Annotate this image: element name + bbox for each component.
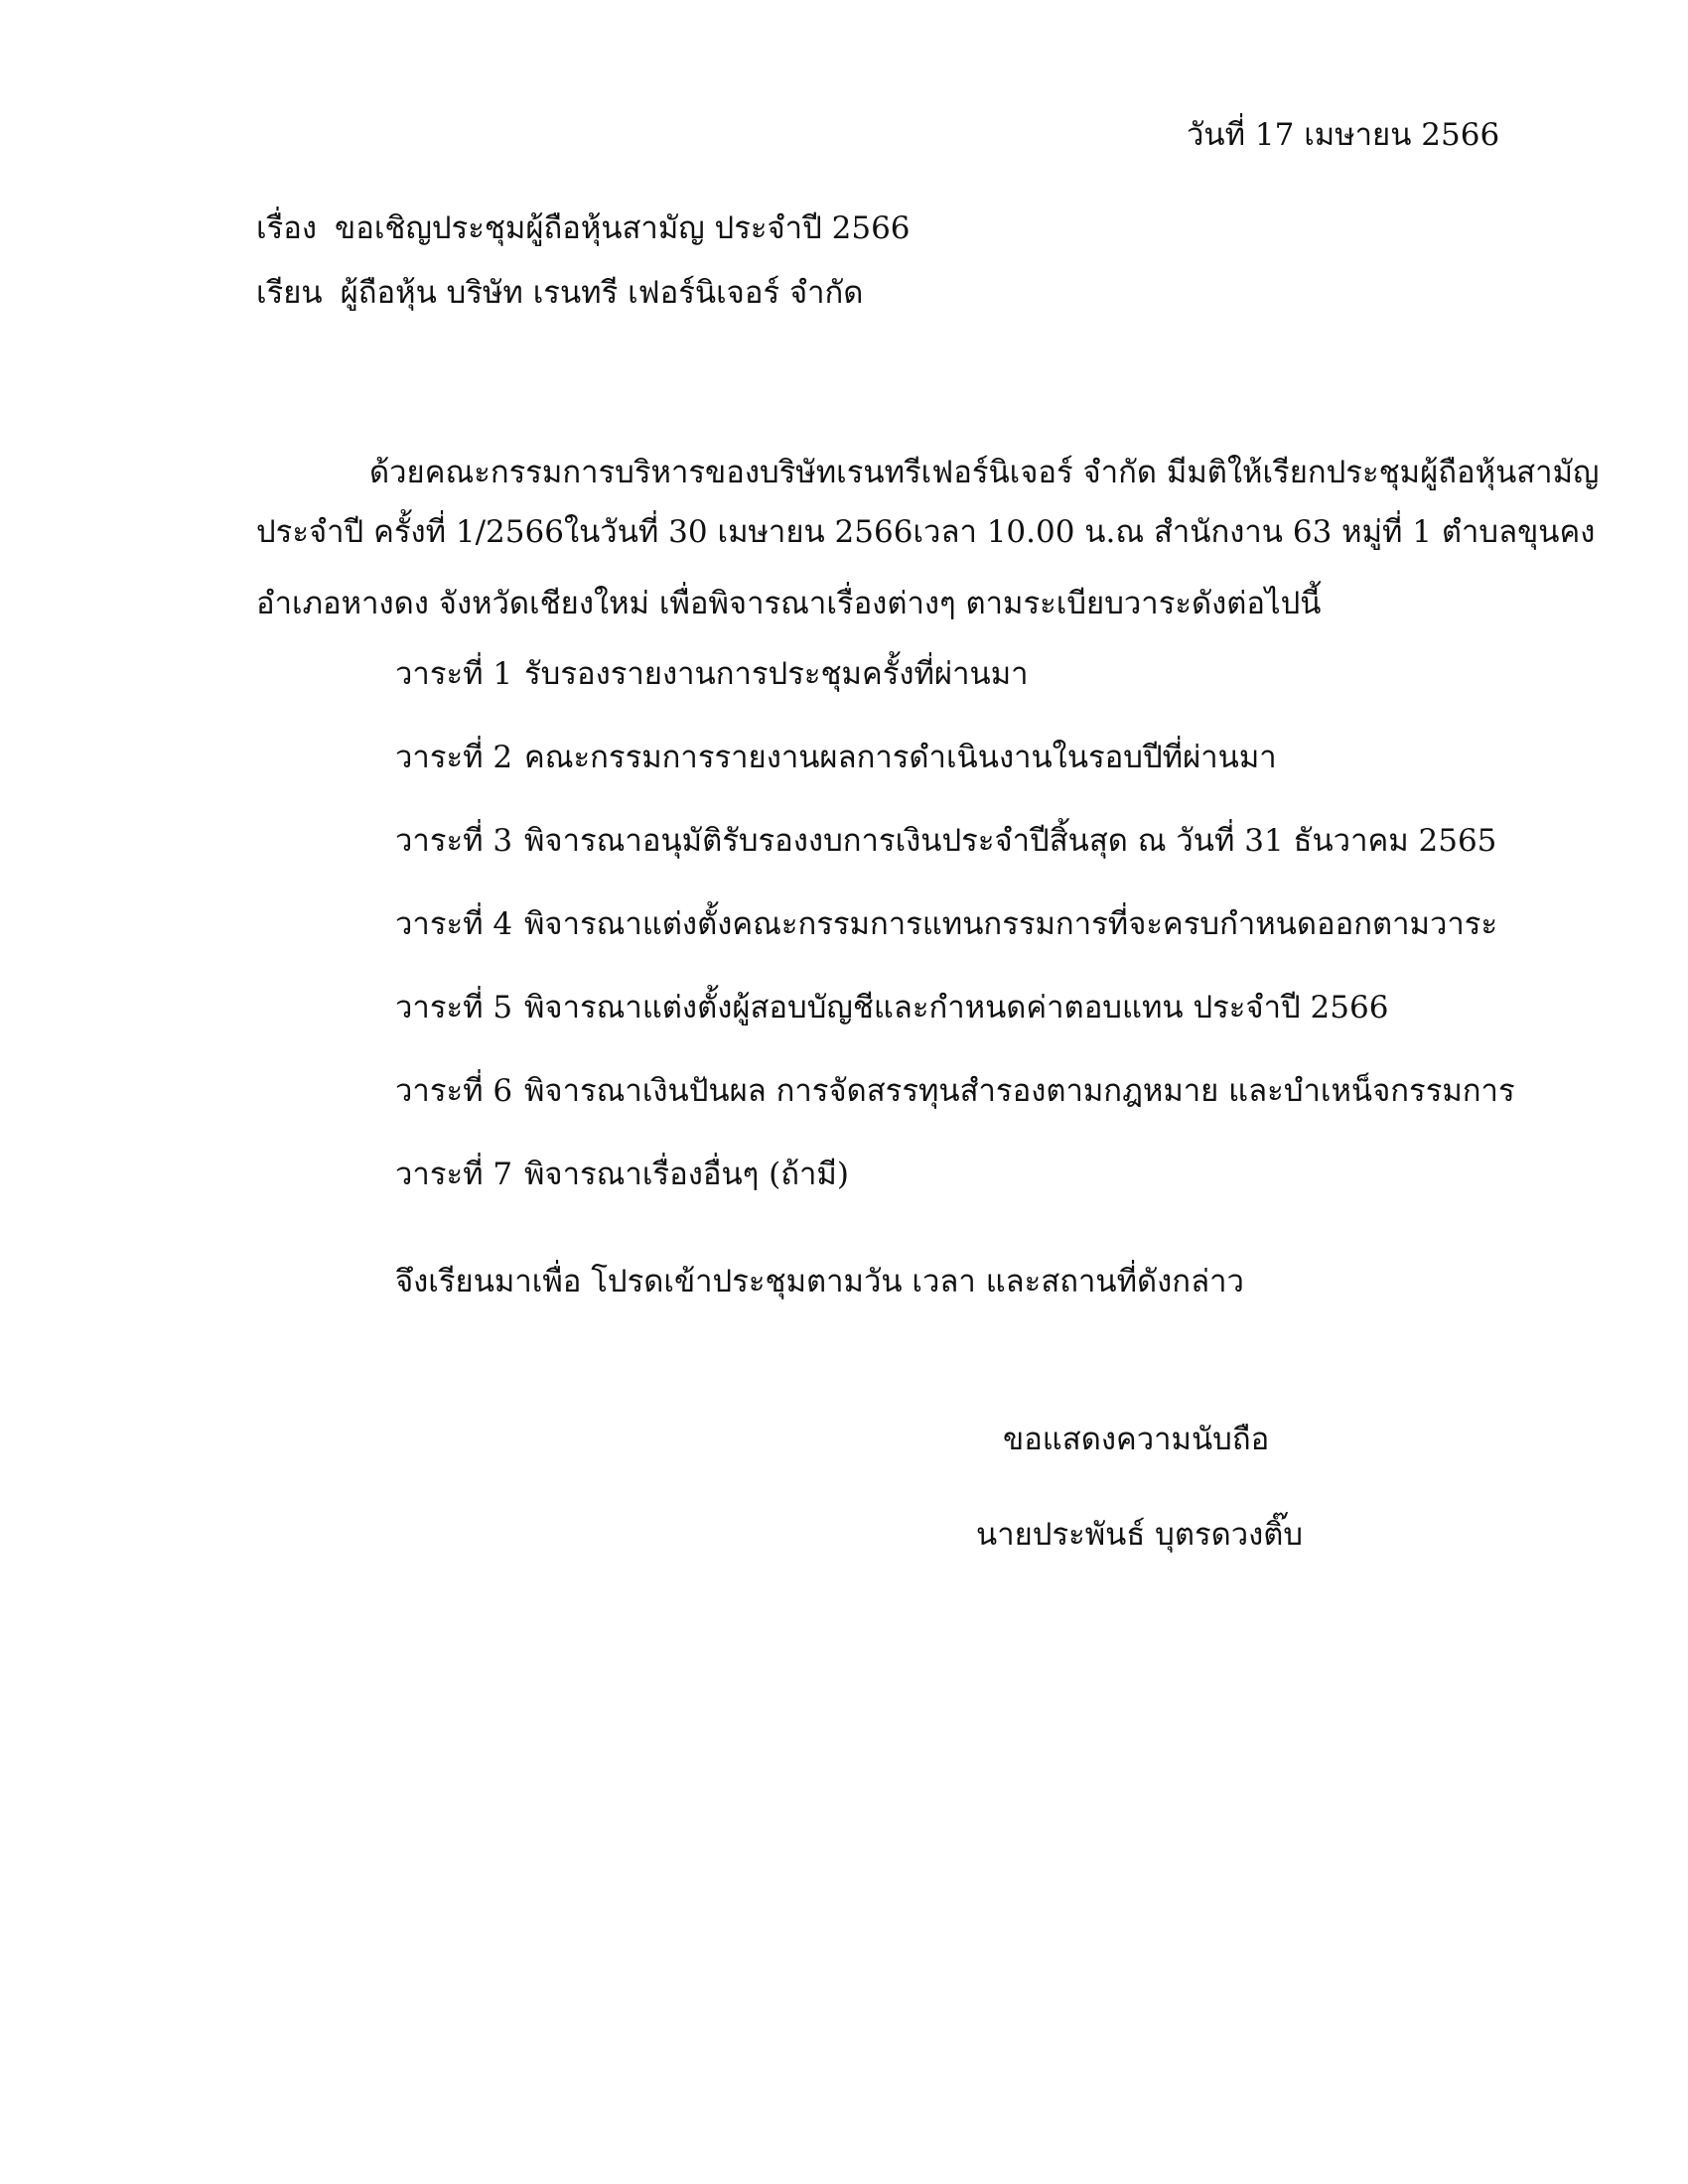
agenda-label: วาระที่ 3 — [395, 823, 513, 859]
agenda-text: พิจารณาอนุมัติรับรองงบการเงินประจำปีสิ้นสุด ณ วันที่ 31 ธันวาคม 2565 — [524, 823, 1497, 859]
agenda-label: วาระที่ 2 — [395, 740, 513, 775]
recipient-line — [256, 275, 863, 312]
agenda-item — [395, 990, 1388, 1026]
recipient-label: เรียน — [256, 275, 323, 311]
body-line-2: ประจำปี ครั้งที่ 1/2566ในวันที่ 30 เมษายน 2566เวลา 10.00 น.ณ สำนักงาน 63 หมู่ที่ 1 ตำบลขุนคง — [256, 514, 1596, 550]
agenda-text: พิจารณาแต่งตั้งคณะกรรมการแทนกรรมการที่จะครบกำหนดออกตามวาระ — [524, 906, 1498, 942]
agenda-label: วาระที่ 4 — [395, 906, 513, 942]
agenda-text: รับรองรายงานการประชุมครั้งที่ผ่านมา — [524, 656, 1029, 692]
agenda-item — [395, 1073, 1515, 1110]
agenda-text: คณะกรรมการรายงานผลการดำเนินงานในรอบปีที่ผ่านมา — [524, 740, 1277, 775]
subject-text: ขอเชิญประชุมผู้ถือหุ้นสามัญ ประจำปี 2566 — [335, 210, 911, 246]
agenda-label: วาระที่ 7 — [395, 1157, 513, 1192]
agenda-label: วาระที่ 6 — [395, 1073, 513, 1109]
letter-date: วันที่ 17 เมษายน 2566 — [1187, 117, 1500, 153]
agenda-item — [395, 740, 1277, 776]
subject-line — [256, 210, 911, 247]
agenda-text: พิจารณาเงินปันผล การจัดสรรทุนสำรองตามกฎหมาย และบำเหน็จกรรมการ — [524, 1073, 1515, 1109]
closing-statement: จึงเรียนมาเพื่อ โปรดเข้าประชุมตามวัน เวลา และสถานที่ดังกล่าว — [395, 1264, 1244, 1299]
complimentary-close: ขอแสดงความนับถือ — [1003, 1422, 1270, 1457]
agenda-text: พิจารณาแต่งตั้งผู้สอบบัญชีและกำหนดค่าตอบแทน ประจำปี 2566 — [524, 990, 1389, 1025]
subject-label: เรื่อง — [256, 210, 318, 246]
recipient-text: ผู้ถือหุ้น บริษัท เรนทรี เฟอร์นิเจอร์ จำกัด — [340, 275, 864, 311]
agenda-item — [395, 1157, 849, 1193]
agenda-item — [395, 823, 1496, 860]
body-line-3: อำเภอหางดง จังหวัดเชียงใหม่ เพื่อพิจารณาเรื่องต่างๆ ตามระเบียบวาระดังต่อไปนี้ — [256, 586, 1322, 621]
agenda-text: พิจารณาเรื่องอื่นๆ (ถ้ามี) — [524, 1157, 849, 1192]
agenda-item — [395, 656, 1029, 693]
agenda-label: วาระที่ 5 — [395, 990, 513, 1025]
signer-name: นายประพันธ์ บุตรดวงติ๊บ — [976, 1517, 1304, 1553]
agenda-item — [395, 906, 1497, 943]
body-line-1: ด้วยคณะกรรมการบริหารของบริษัทเรนทรีเฟอร์นิเจอร์ จำกัด มีมติให้เรียกประชุมผู้ถือหุ้นสามัญ — [369, 455, 1600, 490]
agenda-label: วาระที่ 1 — [395, 656, 513, 692]
